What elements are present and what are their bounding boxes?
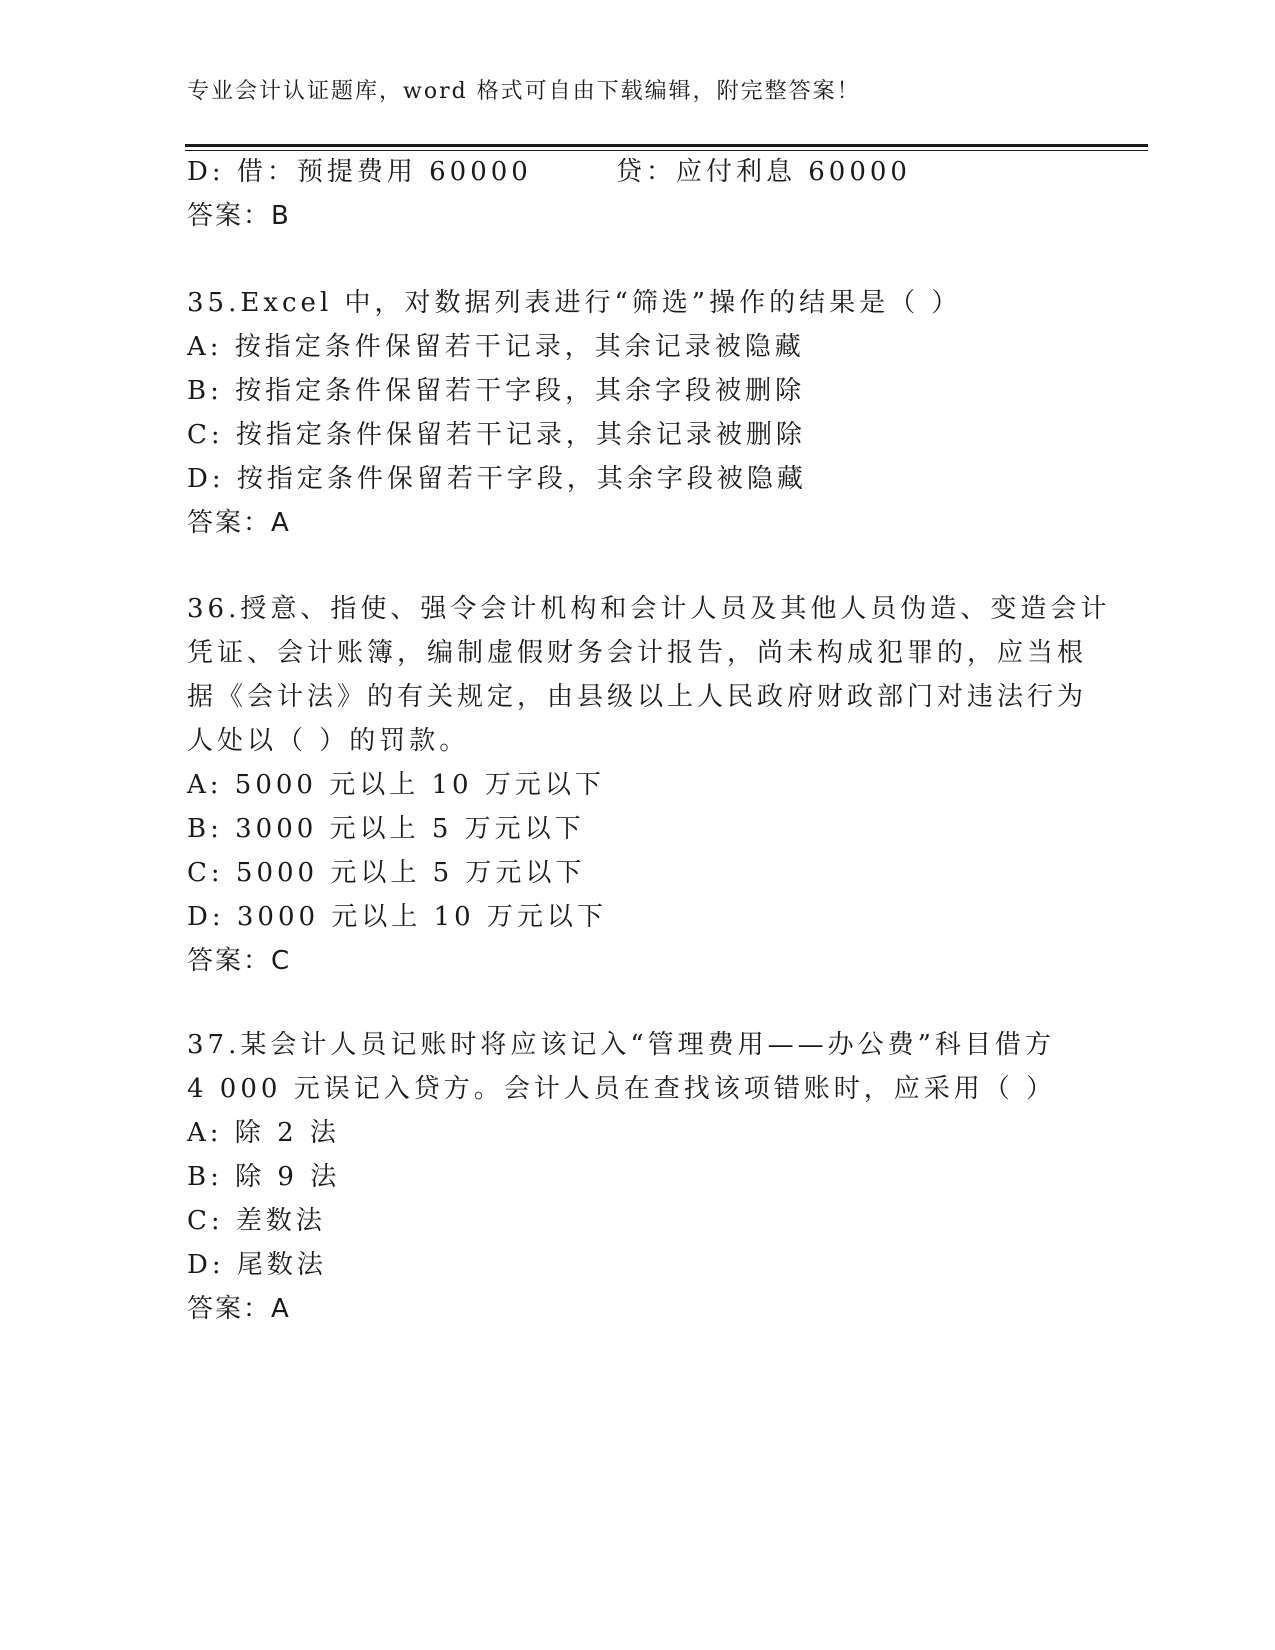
q37-option-d: D: 尾数法 — [187, 1250, 327, 1280]
q34-option-d-debit: D: 借：预提费用 60000 — [187, 157, 532, 187]
page-header: 专业会计认证题库，word 格式可自由下载编辑，附完整答案！ — [187, 79, 861, 104]
header-rule-thick — [185, 144, 1148, 147]
q35-option-b: B: 按指定条件保留若干字段，其余字段被删除 — [187, 376, 806, 406]
q35-answer: 答案：A — [187, 508, 291, 538]
q37-option-a: A: 除 2 法 — [187, 1118, 340, 1148]
q36-option-d: D: 3000 元以上 10 万元以下 — [187, 902, 607, 932]
header-rule-thin — [185, 150, 1148, 151]
q37-option-b: B: 除 9 法 — [187, 1162, 341, 1192]
q37-answer: 答案：A — [187, 1294, 291, 1324]
q36-stem-line-2: 凭证、会计账簿，编制虚假财务会计报告，尚未构成犯罪的，应当根 — [187, 638, 1088, 668]
q36-stem-line-1: 36.授意、指使、强令会计机构和会计人员及其他人员伪造、变造会计 — [187, 594, 1111, 624]
q35-option-c: C: 按指定条件保留若干记录，其余记录被删除 — [187, 420, 806, 450]
q34-answer: 答案：B — [187, 201, 291, 231]
q36-option-a: A: 5000 元以上 10 万元以下 — [187, 770, 605, 800]
q34-option-d-credit: 贷：应付利息 60000 — [616, 157, 911, 187]
q37-stem-line-2: 4 000 元误记入贷方。会计人员在查找该项错账时，应采用（ ） — [187, 1074, 1056, 1104]
q37-stem-line-1: 37.某会计人员记账时将应该记入“管理费用——办公费”科目借方 — [187, 1030, 1055, 1060]
q35-option-d: D: 按指定条件保留若干字段，其余字段被隐藏 — [187, 464, 807, 494]
q36-option-b: B: 3000 元以上 5 万元以下 — [187, 814, 585, 844]
q36-stem-line-3: 据《会计法》的有关规定，由县级以上人民政府财政部门对违法行为 — [187, 682, 1088, 712]
q36-stem-line-4: 人处以（ ）的罚款。 — [187, 726, 470, 756]
q37-option-c: C: 差数法 — [187, 1206, 326, 1236]
q35-stem: 35.Excel 中，对数据列表进行“筛选”操作的结果是（ ） — [187, 288, 962, 318]
q36-option-c: C: 5000 元以上 5 万元以下 — [187, 858, 586, 888]
q36-answer: 答案：C — [187, 946, 292, 976]
q35-option-a: A: 按指定条件保留若干记录，其余记录被隐藏 — [187, 332, 805, 362]
